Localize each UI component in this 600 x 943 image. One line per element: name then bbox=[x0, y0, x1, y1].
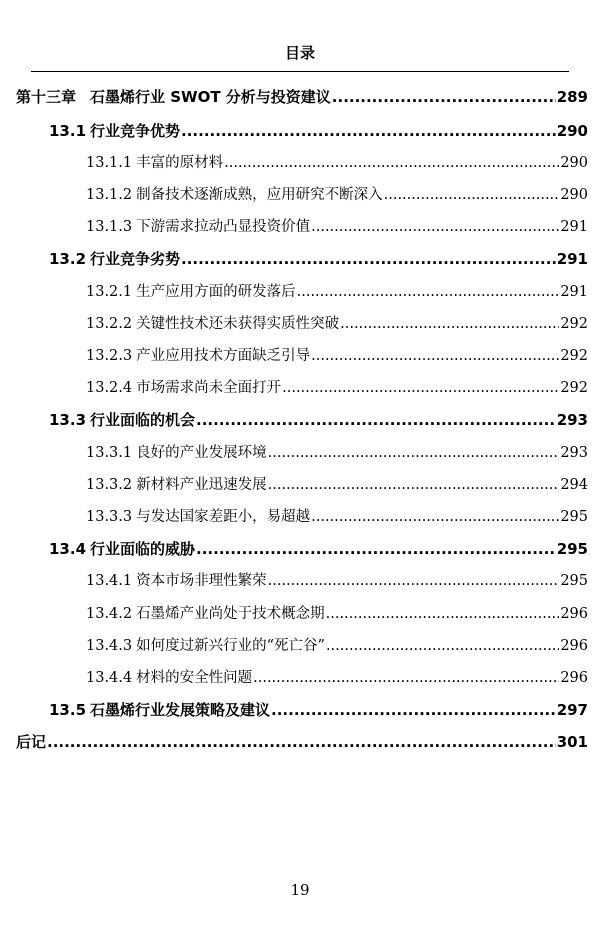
toc-entry-title: 新材料产业迅速发展 bbox=[136, 477, 267, 493]
toc-entry[interactable] bbox=[86, 210, 588, 244]
toc-entry-number: 13.5 bbox=[49, 701, 87, 719]
toc-entry-label bbox=[86, 178, 383, 212]
toc-entry-title: 与发达国家差距小，易超越 bbox=[136, 509, 311, 525]
toc-entry[interactable] bbox=[16, 80, 588, 114]
toc-entry-number: 13.3.1 bbox=[86, 445, 133, 461]
toc-entry-number: 13.3.2 bbox=[86, 477, 133, 493]
toc-entry-label bbox=[86, 275, 296, 309]
toc-entry-number: 13.4.2 bbox=[86, 606, 133, 622]
toc-leader-dots bbox=[326, 597, 560, 631]
toc-entry-number: 13.2.3 bbox=[86, 348, 133, 364]
toc-entry-page: 297 bbox=[556, 701, 588, 719]
toc-leader-dots bbox=[181, 242, 556, 276]
toc-entry[interactable] bbox=[86, 597, 588, 631]
toc-entry[interactable] bbox=[86, 371, 588, 405]
toc-entry-number: 13.1 bbox=[49, 122, 87, 140]
toc-entry[interactable] bbox=[86, 178, 588, 212]
toc-entry-title: 石墨烯行业 SWOT 分析与投资建议 bbox=[90, 88, 331, 106]
toc-entry[interactable] bbox=[86, 500, 588, 534]
toc-entry-label bbox=[16, 725, 46, 759]
toc-entry[interactable] bbox=[86, 629, 588, 663]
toc-entry-label bbox=[86, 307, 339, 341]
toc-entry-label bbox=[86, 468, 267, 502]
toc-entry-page: 301 bbox=[556, 733, 588, 751]
toc-entry[interactable] bbox=[86, 275, 588, 309]
toc-leader-dots bbox=[224, 146, 559, 180]
toc-entry-label bbox=[49, 114, 180, 148]
toc-leader-dots bbox=[311, 339, 559, 373]
toc-entry[interactable] bbox=[16, 725, 588, 759]
toc-entry-number: 13.2 bbox=[49, 250, 87, 268]
toc-entry-page: 289 bbox=[556, 88, 588, 106]
toc-entry-title: 生产应用方面的研发落后 bbox=[136, 284, 296, 300]
toc-entry-page: 292 bbox=[560, 316, 588, 332]
toc-entry-page: 295 bbox=[556, 540, 588, 558]
toc-entry-number: 13.3 bbox=[49, 411, 87, 429]
toc-leader-dots bbox=[332, 80, 556, 114]
page-number: 19 bbox=[290, 881, 310, 899]
header-title: 目录 bbox=[284, 44, 315, 62]
toc-entry-page: 293 bbox=[560, 445, 588, 461]
toc-entry-number: 13.1.3 bbox=[86, 219, 133, 235]
toc-entry-label bbox=[86, 629, 325, 663]
toc-entry[interactable] bbox=[49, 242, 588, 276]
toc-entry-page: 293 bbox=[556, 411, 588, 429]
toc-entry-label bbox=[86, 597, 325, 631]
toc-entry-label bbox=[86, 371, 281, 405]
toc-entry-title: 材料的安全性问题 bbox=[136, 670, 253, 686]
toc-entry-title: 制备技术逐渐成熟，应用研究不断深入 bbox=[136, 187, 383, 203]
toc-entry-title: 下游需求拉动凸显投资价值 bbox=[136, 219, 311, 235]
toc-entry[interactable] bbox=[86, 661, 588, 695]
toc-entry-number: 13.1.2 bbox=[86, 187, 133, 203]
toc-entry[interactable] bbox=[86, 146, 588, 180]
toc-entry-label bbox=[86, 564, 267, 598]
header-rule bbox=[31, 71, 569, 72]
toc-entry-label bbox=[49, 242, 180, 276]
toc-entry[interactable] bbox=[86, 339, 588, 373]
toc-entry-number: 13.4 bbox=[49, 540, 87, 558]
toc-leader-dots bbox=[268, 564, 560, 598]
toc-entry-title: 石墨烯行业发展策略及建议 bbox=[90, 701, 271, 719]
toc-entry-page: 290 bbox=[560, 187, 588, 203]
toc-entry-number: 13.1.1 bbox=[86, 155, 133, 171]
toc-entry[interactable] bbox=[49, 693, 588, 727]
toc-leader-dots bbox=[282, 371, 559, 405]
toc-leader-dots bbox=[47, 725, 556, 759]
toc-entry-label bbox=[49, 403, 195, 437]
toc-entry-title: 市场需求尚未全面打开 bbox=[136, 380, 282, 396]
toc-entry-number: 第十三章 bbox=[16, 88, 77, 106]
toc-entry-label bbox=[86, 146, 223, 180]
toc-entry[interactable] bbox=[86, 564, 588, 598]
toc-entry-title: 丰富的原材料 bbox=[136, 155, 224, 171]
toc-leader-dots bbox=[271, 693, 556, 727]
toc-leader-dots bbox=[268, 468, 560, 502]
toc-entry[interactable] bbox=[49, 532, 588, 566]
toc-entry-title: 行业竞争劣势 bbox=[90, 250, 181, 268]
toc-entry[interactable] bbox=[86, 307, 588, 341]
toc-entry-page: 291 bbox=[556, 250, 588, 268]
toc-entry-page: 290 bbox=[556, 122, 588, 140]
toc-entry-number: 13.4.3 bbox=[86, 638, 133, 654]
toc-leader-dots bbox=[196, 403, 556, 437]
toc-entry-title: 良好的产业发展环境 bbox=[136, 445, 267, 461]
toc-entry-label bbox=[86, 339, 310, 373]
toc-entry-page: 292 bbox=[560, 348, 588, 364]
toc-entry-page: 294 bbox=[560, 477, 588, 493]
toc-entry-label bbox=[86, 661, 252, 695]
toc-entry-page: 292 bbox=[560, 380, 588, 396]
toc-leader-dots bbox=[326, 629, 559, 663]
toc-entry-label bbox=[16, 80, 331, 114]
toc-entry-page: 296 bbox=[560, 670, 588, 686]
toc-entry-label bbox=[49, 532, 195, 566]
toc-entry-number: 13.3.3 bbox=[86, 509, 133, 525]
toc-entry-page: 290 bbox=[560, 155, 588, 171]
toc-entry-number: 13.2.4 bbox=[86, 380, 133, 396]
toc-entry[interactable] bbox=[49, 114, 588, 148]
toc-entry-page: 296 bbox=[560, 638, 588, 654]
toc-leader-dots bbox=[196, 532, 556, 566]
toc-leader-dots bbox=[340, 307, 559, 341]
toc-entry-title: 石墨烯产业尚处于技术概念期 bbox=[136, 606, 325, 622]
toc-entry-title: 如何度过新兴行业的“死亡谷” bbox=[136, 638, 325, 654]
toc-entry-title: 后记 bbox=[16, 733, 47, 751]
toc-entry-page: 291 bbox=[560, 219, 588, 235]
toc-entry-number: 13.2.2 bbox=[86, 316, 133, 332]
toc-entry-title: 关键性技术还未获得实质性突破 bbox=[136, 316, 340, 332]
toc-entry-title: 资本市场非理性繁荣 bbox=[136, 573, 267, 589]
toc-leader-dots bbox=[268, 436, 560, 470]
toc-entry-page: 296 bbox=[560, 606, 588, 622]
toc-leader-dots bbox=[253, 661, 559, 695]
toc-leader-dots bbox=[297, 275, 560, 309]
toc-entry-number: 13.2.1 bbox=[86, 284, 133, 300]
toc-leader-dots bbox=[181, 114, 556, 148]
toc-entry-title: 行业面临的机会 bbox=[90, 411, 196, 429]
toc-leader-dots bbox=[311, 210, 559, 244]
toc-entry-title: 产业应用技术方面缺乏引导 bbox=[136, 348, 311, 364]
toc-entry-page: 291 bbox=[560, 284, 588, 300]
toc-entry-label bbox=[86, 500, 310, 534]
toc-entry[interactable] bbox=[86, 468, 588, 502]
toc-entry-label bbox=[86, 210, 310, 244]
toc-entry-page: 295 bbox=[560, 573, 588, 589]
toc-entry-label bbox=[86, 436, 267, 470]
toc-leader-dots bbox=[311, 500, 559, 534]
toc-entry-title: 行业竞争优势 bbox=[90, 122, 181, 140]
toc-entry[interactable] bbox=[86, 436, 588, 470]
toc-entry[interactable] bbox=[49, 403, 588, 437]
toc-entry-number: 13.4.4 bbox=[86, 670, 133, 686]
toc-entry-number: 13.4.1 bbox=[86, 573, 133, 589]
toc-leader-dots bbox=[384, 178, 560, 212]
toc-entry-page: 295 bbox=[560, 509, 588, 525]
toc-entry-label bbox=[49, 693, 270, 727]
toc-entry-title: 行业面临的威胁 bbox=[90, 540, 196, 558]
